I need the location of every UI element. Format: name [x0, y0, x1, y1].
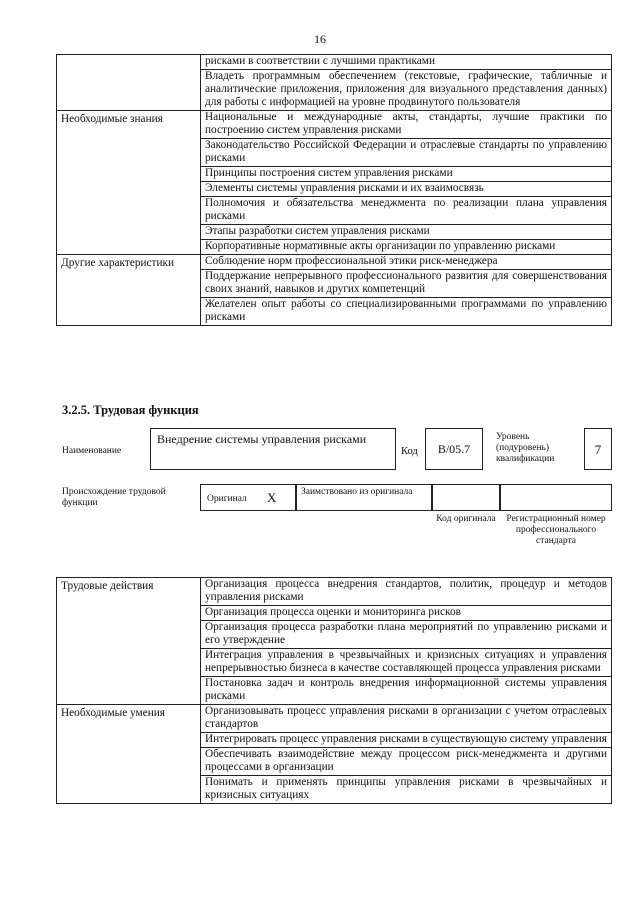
competency-table-bottom: [56, 577, 612, 804]
row-item: Организовывать процесс управления рисками в организации с учетом отраслевых стандартов: [201, 705, 612, 733]
code-label: Код: [401, 446, 418, 457]
original-label: Оригинал: [207, 494, 247, 504]
code-caption: Код оригинала: [436, 514, 496, 524]
level-value-field: 7: [584, 428, 612, 470]
row-item: Организация процесса разработки плана мероприятий по управлению рисками и его утверждение: [201, 621, 612, 649]
function-name-field: Внедрение системы управления рисками: [150, 428, 396, 470]
row-item: Законодательство Российской Федерации и отраслевые стандарты по управлению рисками: [201, 139, 612, 167]
row-item: Интеграция управления в чрезвычайных и кризисных ситуациях и управления непрерывностью бизнеса в качестве составляющей процесса управления рисками: [201, 649, 612, 677]
row-item: рисками в соответствии с лучшими практиками: [201, 55, 612, 70]
reg-caption: Регистрационный номер профессионального стандарта: [506, 514, 606, 546]
row-item: Владеть программным обеспечением (текстовые, графические, табличные и аналитические приложения, приложения для визуального представления данных) для работы с информацией на уровне продвинутого пользователя: [201, 70, 612, 111]
page-number: 16: [314, 32, 326, 46]
row-item: Соблюдение норм профессиональной этики риск-менеджера: [201, 255, 612, 270]
level-label: Уровень (подуровень) квалификации: [496, 432, 555, 464]
row-item: Корпоративные нормативные акты организации по управлению рисками: [201, 240, 612, 255]
row-item: Желателен опыт работы со специализированными программами по управлению рисками: [201, 298, 612, 326]
row-item: Элементы системы управления рисками и их взаимосвязь: [201, 182, 612, 197]
origin-code-cell: [432, 484, 500, 511]
row-item: Понимать и применять принципы управления рисками в чрезвычайных и кризисных ситуациях: [201, 776, 612, 804]
table-row: [57, 578, 612, 606]
borrowed-label: Заимствовано из оригинала: [301, 487, 413, 497]
row-label: Необходимые умения: [57, 705, 201, 804]
origin-reg-cell: [500, 484, 612, 511]
table-row: [57, 111, 612, 139]
row-item: Организация процесса оценки и мониторинга рисков: [201, 606, 612, 621]
origin-label: Происхождение трудовой функции: [62, 487, 166, 508]
row-item: Принципы построения систем управления рисками: [201, 167, 612, 182]
row-label: [57, 55, 201, 111]
original-mark: X: [267, 490, 277, 505]
row-label: Трудовые действия: [57, 578, 201, 705]
row-item: Этапы разработки систем управления рисками: [201, 225, 612, 240]
table-row: [57, 705, 612, 733]
table-row: [57, 255, 612, 270]
row-item: Обеспечивать взаимодействие между процессом риск-менеджмента и другими процессами в организации: [201, 748, 612, 776]
table-row: [57, 55, 612, 70]
row-label: Другие характеристики: [57, 255, 201, 326]
row-item: Постановка задач и контроль внедрения информационной системы управления рисками: [201, 677, 612, 705]
row-item: Интегрировать процесс управления рисками в существующую систему управления: [201, 733, 612, 748]
row-item: Полномочия и обязательства менеджмента по реализации плана управления рисками: [201, 197, 612, 225]
function-code-field: B/05.7: [425, 428, 483, 470]
origin-borrowed-cell: [296, 484, 432, 511]
section-title: 3.2.5. Трудовая функция: [62, 403, 199, 417]
competency-table-top: [56, 54, 612, 326]
origin-original-cell: [200, 484, 296, 511]
bottom-table-body: [57, 578, 612, 804]
row-item: Национальные и международные акты, стандарты, лучшие практики по построению систем управления рисками: [201, 111, 612, 139]
row-label: Необходимые знания: [57, 111, 201, 255]
top-table-body: [57, 55, 612, 326]
name-label: Наименование: [62, 446, 122, 456]
row-item: Организация процесса внедрения стандартов, политик, процедур и методов управления рисками: [201, 578, 612, 606]
row-item: Поддержание непрерывного профессионального развития для совершенствования своих знаний, навыков и других компетенций: [201, 270, 612, 298]
